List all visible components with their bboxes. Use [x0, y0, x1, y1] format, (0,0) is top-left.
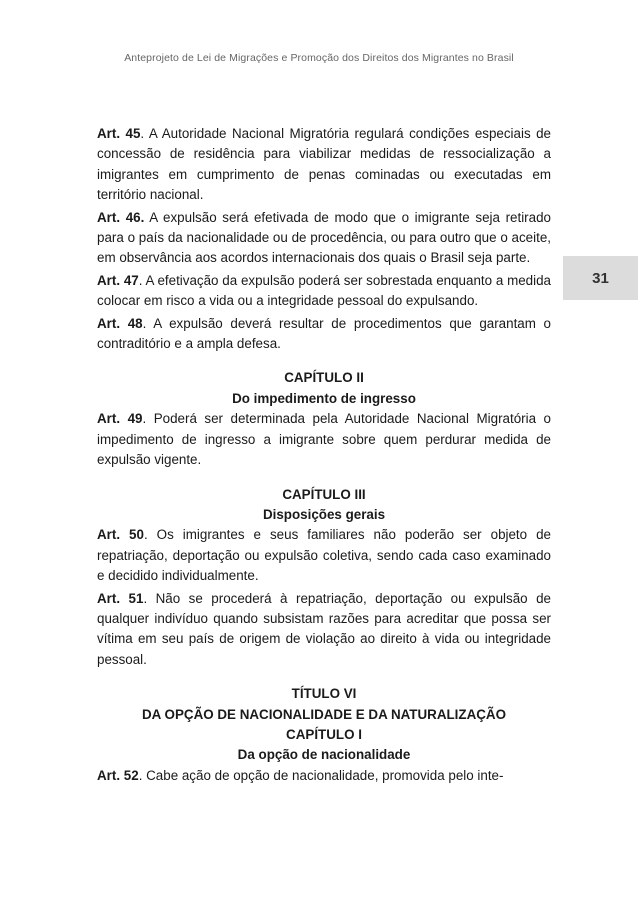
- chapter-3-title: Disposições gerais: [262, 506, 386, 522]
- article-text: . Poderá ser determinada pela Autoridade Nacional Migratória o impedimento de ingresso a imigrante sobre quem perdurar medida de expulsão vigente.: [97, 411, 551, 468]
- article-text: . A efetivação da expulsão poderá ser sobrestada enquanto a medida colocar em risco a vida ou a integridade pessoal do expulsando.: [97, 272, 551, 309]
- chapter-3-label: CAPÍTULO III: [282, 486, 366, 502]
- article-text: . A expulsão deverá resultar de procedimentos que garantam o contraditório e a ampla defesa.: [97, 315, 551, 352]
- article-50: [97, 525, 551, 586]
- article-text: . A Autoridade Nacional Migratória regulará condições especiais de concessão de residência para viabilizar medidas de ressocialização a imigrantes em cumprimento de penas cominadas ou executadas em território nacional.: [97, 126, 551, 203]
- article-47: [97, 271, 551, 312]
- article-label: Art. 51: [97, 590, 144, 606]
- page-number-tab: 31: [563, 256, 638, 300]
- article-text: . Os imigrantes e seus familiares não poderão ser objeto de repatriação, deportação ou expulsão coletiva, sendo cada caso examinado e decidido individualmente.: [97, 527, 551, 584]
- running-header: Anteprojeto de Lei de Migrações e Promoção dos Direitos dos Migrantes no Brasil: [124, 52, 514, 64]
- article-48: [97, 314, 551, 355]
- title-6-chapter-label: CAPÍTULO I: [286, 726, 362, 742]
- article-45: [97, 124, 551, 206]
- article-label: Art. 49: [97, 411, 143, 427]
- article-label: Art. 46.: [97, 209, 145, 225]
- article-label: Art. 47: [97, 272, 139, 288]
- article-text: A expulsão será efetivada de modo que o imigrante seja retirado para o país da nacionalidade ou de procedência, ou para outro que o aceite, em observância aos acordos internacionais dos quais o Brasil seja parte.: [97, 209, 551, 266]
- article-49: [97, 409, 551, 470]
- title-6-chapter-title: Da opção de nacionalidade: [237, 747, 411, 763]
- chapter-2-label: CAPÍTULO II: [284, 370, 364, 386]
- article-label: Art. 48: [97, 315, 143, 331]
- article-label: Art. 45: [97, 126, 141, 141]
- chapter-2-title: Do impedimento de ingresso: [232, 390, 416, 406]
- article-46: [97, 208, 551, 269]
- article-label: Art. 52: [97, 767, 139, 783]
- title-6-label: TÍTULO VI: [291, 686, 357, 702]
- title-6-title: DA OPÇÃO DE NACIONALIDADE E DA NATURALIZAÇÃO: [141, 706, 507, 722]
- document-body: [97, 124, 551, 788]
- article-label: Art. 50: [97, 527, 144, 543]
- article-text: . Cabe ação de opção de nacionalidade, promovida pelo inte-: [138, 767, 504, 783]
- article-51: [97, 589, 551, 671]
- article-52: [97, 766, 551, 786]
- article-text: . Não se procederá à repatriação, deportação ou expulsão de qualquer indivíduo quando subsistam razões para acreditar que possa ser vítima em seu país de origem de violação ao direito à vida ou integridade pessoal.: [97, 590, 551, 667]
